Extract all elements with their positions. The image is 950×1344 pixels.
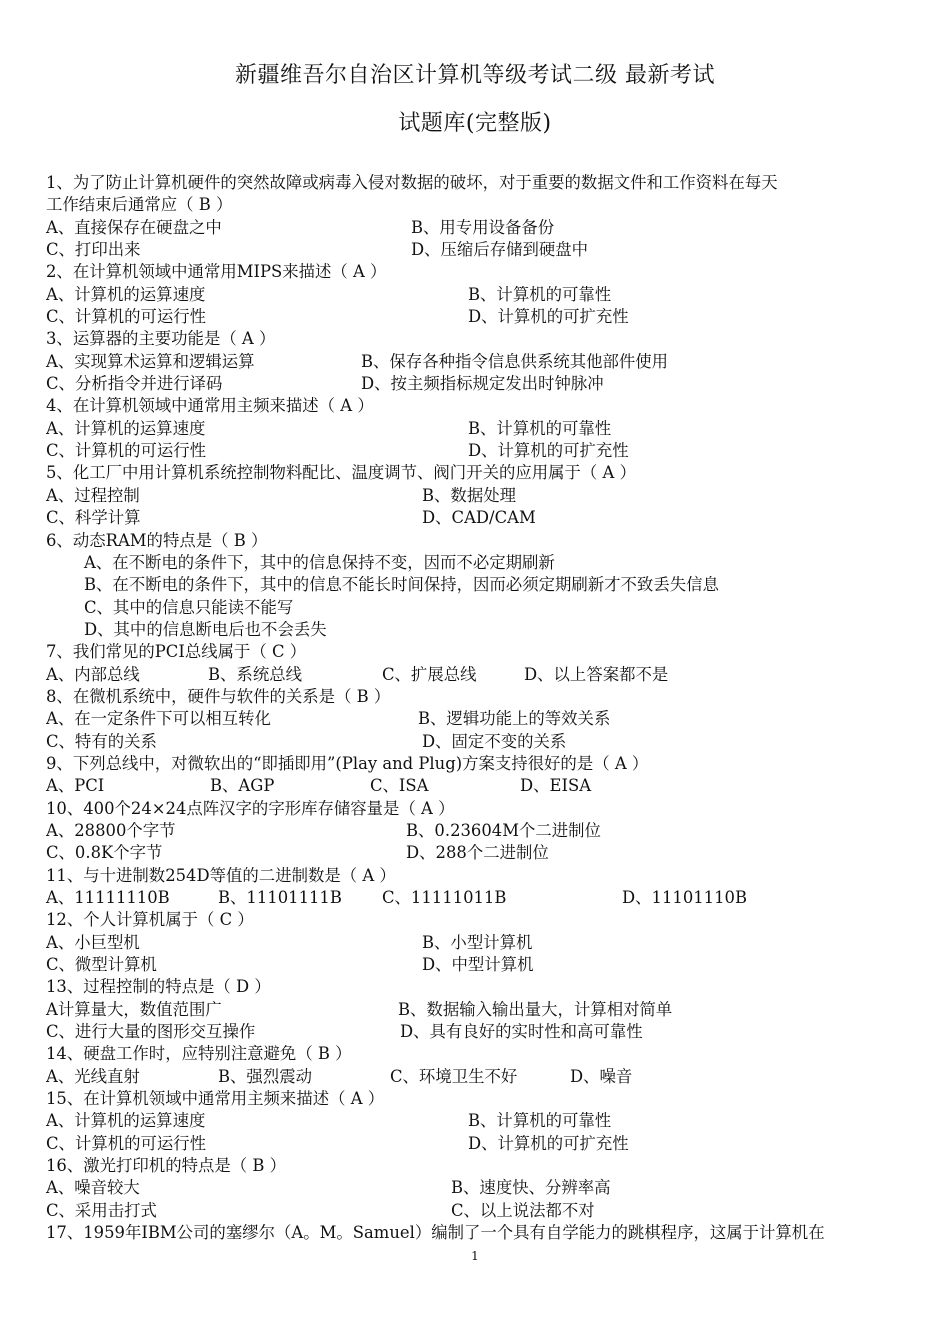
line-text: C、计算机的可运行性 [46,1133,207,1153]
question-line [46,261,916,283]
question-line [46,1133,916,1155]
question-line [46,328,916,350]
option-text: D、噪音 [570,1066,633,1086]
line-text: A、噪音较大 [46,1178,140,1198]
line-text: 工作结束后通常应（ B ） [46,195,233,215]
question-line [46,440,916,462]
option-text: B、系统总线 [208,664,302,684]
question-line [46,909,916,931]
line-text: A、实现算术运算和逻辑运算 [46,351,255,371]
question-line [46,418,916,440]
option-text: B、保存各种指令信息供系统其他部件使用 [361,351,669,371]
document-title-line-1: 新疆维吾尔自治区计算机等级考试二级 最新考试 [235,63,715,88]
line-text: C、进行大量的图形交互操作 [46,1022,256,1042]
line-text: 17、1959年IBM公司的塞缪尔（A。M。Samuel）编制了一个具有自学能力的跳棋程序，这属于计算机在 [46,1223,825,1243]
question-line [46,932,916,954]
line-text: A、在一定条件下可以相互转化 [46,709,271,729]
option-text: D、固定不变的关系 [422,731,567,751]
question-line [46,976,916,998]
question-line [46,708,916,730]
question-line [46,351,916,373]
line-text: C、特有的关系 [46,731,157,751]
line-text: 16、激光打印机的特点是（ B ） [46,1156,287,1176]
option-text: B、小型计算机 [422,932,533,952]
option-text: D、按主频指标规定发出时钟脉冲 [361,374,604,394]
line-text: A、直接保存在硬盘之中 [46,217,222,237]
line-text: 3、运算器的主要功能是（ A ） [46,329,276,349]
line-text: A、光线直射 [46,1066,140,1086]
option-text: C、ISA [370,776,429,796]
question-line [46,574,916,596]
line-text: 5、化工厂中用计算机系统控制物料配比、温度调节、阀门开关的应用属于（ A ） [46,463,636,483]
question-line [46,1066,916,1088]
option-text: B、计算机的可靠性 [468,284,612,304]
question-line [46,1021,916,1043]
option-text: C、环境卫生不好 [390,1066,518,1086]
line-text: 6、动态RAM的特点是（ B ） [46,530,268,550]
question-line [46,999,916,1021]
option-text: B、AGP [210,776,275,796]
line-text: C、采用击打式 [46,1200,157,1220]
line-text: A、在不断电的条件下，其中的信息保持不变，因而不必定期刷新 [84,552,555,572]
question-line [46,507,916,529]
question-line [46,395,916,417]
question-line [46,1043,916,1065]
question-line [46,239,916,261]
question-line [46,1177,916,1199]
line-text: 13、过程控制的特点是（ D ） [46,977,271,997]
line-text: 9、下列总线中，对微软出的“即插即用”(Play and Plug)方案支持很好的是（ A ） [46,753,649,773]
line-text: 7、我们常见的PCI总线属于（ C ） [46,642,307,662]
question-line [46,485,916,507]
question-line [46,306,916,328]
line-text: A、小巨型机 [46,932,140,952]
option-text: D、压缩后存储到硬盘中 [411,240,589,260]
option-text: B、用专用设备备份 [411,217,555,237]
question-line [46,462,916,484]
line-text: A、计算机的运算速度 [46,284,206,304]
question-line [46,597,916,619]
question-line [46,775,916,797]
option-text: B、速度快、分辨率高 [451,1178,611,1198]
line-text: A、PCI [46,776,105,796]
question-line [46,172,916,194]
line-text: C、计算机的可运行性 [46,441,207,461]
line-text: C、微型计算机 [46,955,157,975]
line-text: C、0.8K个字节 [46,843,163,863]
page-number: 1 [471,1249,479,1263]
option-text: C、11111011B [382,888,507,907]
line-text: 14、硬盘工作时，应特别注意避免（ B ） [46,1044,352,1064]
option-text: D、288个二进制位 [406,843,549,863]
line-text: 11、与十进制数254D等值的二进制数是（ A ） [46,865,396,885]
line-text: A计算量大，数值范围广 [46,999,222,1019]
question-line [46,1110,916,1132]
question-line [46,530,916,552]
line-text: 15、在计算机领域中通常用主频来描述（ A ） [46,1089,385,1109]
question-line [46,217,916,239]
line-text: 4、在计算机领域中通常用主频来描述（ A ） [46,396,374,416]
question-line [46,820,916,842]
option-text: C、扩展总线 [382,664,477,684]
option-text: B、数据处理 [422,485,516,505]
question-line [46,753,916,775]
question-line [46,664,916,686]
option-text: D、11101110B [622,888,748,907]
question-line [46,194,916,216]
option-text: C、以上说法都不对 [451,1200,595,1220]
line-text: B、在不断电的条件下，其中的信息不能长时间保持，因而必须定期刷新才不致丢失信息 [84,575,719,595]
option-text: B、数据输入输出量大，计算相对简单 [398,999,673,1019]
question-line [46,842,916,864]
option-text: D、计算机的可扩充性 [468,307,629,327]
document-title-line-2: 试题库(完整版) [398,111,552,136]
option-text: B、强烈震动 [218,1066,312,1086]
line-text: A、计算机的运算速度 [46,418,206,438]
line-text: D、其中的信息断电后也不会丢失 [84,619,327,639]
question-line [46,619,916,641]
line-text: C、其中的信息只能读不能写 [84,597,294,617]
line-text: 8、在微机系统中，硬件与软件的关系是（ B ） [46,686,391,706]
question-line [46,798,916,820]
option-text: B、计算机的可靠性 [468,418,612,438]
question-line [46,1200,916,1222]
question-line [46,552,916,574]
line-text: A、内部总线 [46,664,140,684]
option-text: D、EISA [520,776,592,796]
option-text: D、中型计算机 [422,955,534,975]
question-list [46,172,916,1245]
question-line [46,1222,916,1244]
option-text: D、计算机的可扩充性 [468,441,629,461]
line-text: 1、为了防止计算机硬件的突然故障或病毒入侵对数据的破坏，对于重要的数据文件和工作资料在每天 [46,173,778,192]
option-text: D、以上答案都不是 [524,664,669,684]
line-text: A、过程控制 [46,485,140,505]
line-text: C、分析指令并进行译码 [46,374,223,394]
line-text: C、科学计算 [46,508,141,528]
option-text: B、逻辑功能上的等效关系 [418,709,611,729]
question-line [46,731,916,753]
question-line [46,865,916,887]
option-text: D、CAD/CAM [422,508,536,528]
question-line [46,686,916,708]
question-line [46,284,916,306]
question-line [46,641,916,663]
option-text: B、计算机的可靠性 [468,1111,612,1131]
line-text: C、打印出来 [46,240,141,260]
question-line [46,887,916,909]
question-line [46,373,916,395]
question-line [46,1155,916,1177]
option-text: D、具有良好的实时性和高可靠性 [400,1022,643,1042]
question-line [46,954,916,976]
line-text: 10、400个24×24点阵汉字的字形库存储容量是（ A ） [46,798,455,818]
question-line [46,1088,916,1110]
line-text: 2、在计算机领域中通常用MIPS来描述（ A ） [46,262,387,282]
line-text: A、11111110B [46,888,170,907]
line-text: 12、个人计算机属于（ C ） [46,910,254,930]
line-text: A、28800个字节 [46,820,176,840]
line-text: A、计算机的运算速度 [46,1111,206,1131]
line-text: C、计算机的可运行性 [46,307,207,327]
option-text: D、计算机的可扩充性 [468,1133,629,1153]
option-text: B、11101111B [218,888,342,907]
option-text: B、0.23604M个二进制位 [406,820,601,840]
